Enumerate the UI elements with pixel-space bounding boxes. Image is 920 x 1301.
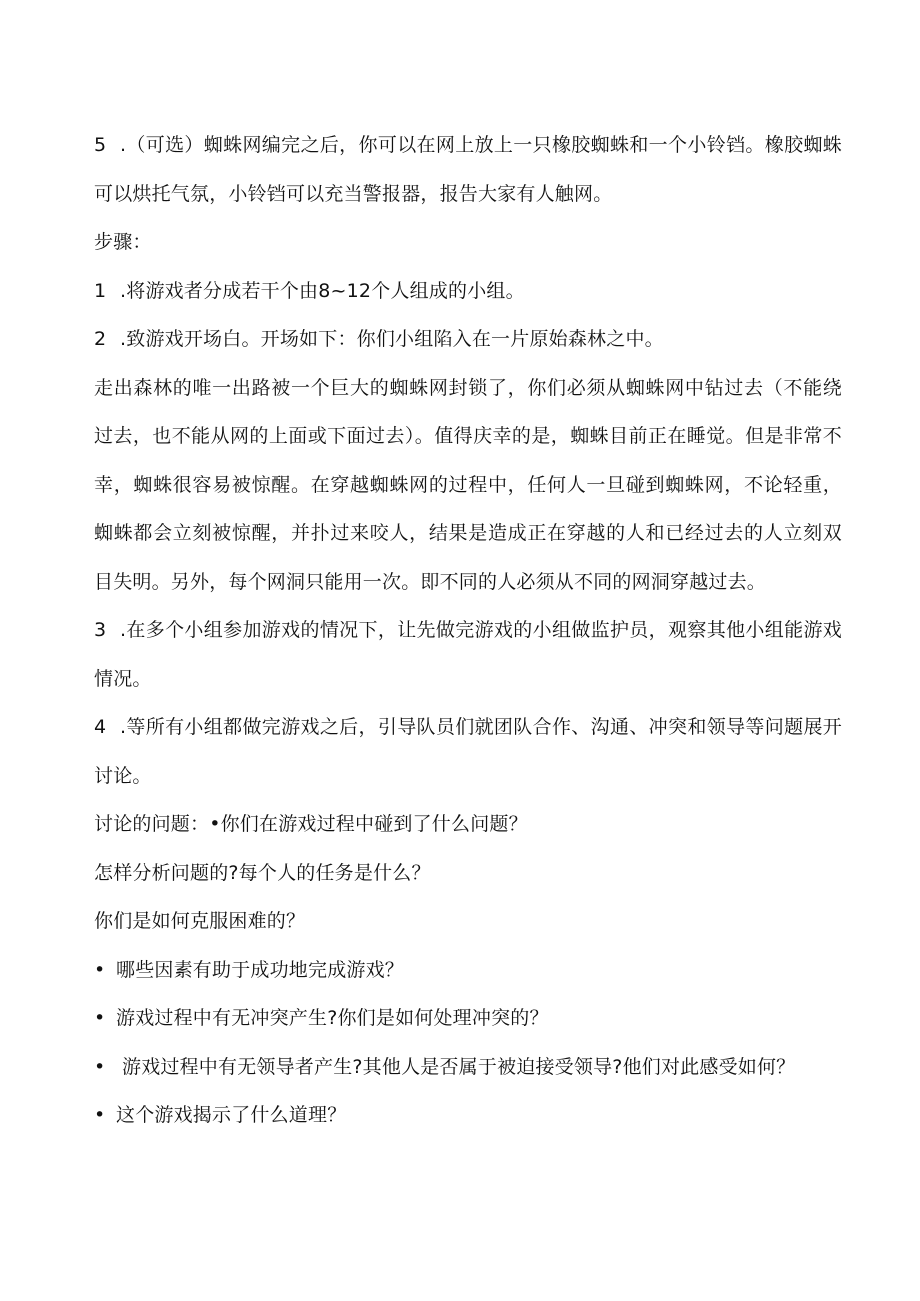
steps-heading: 步骤： — [94, 231, 152, 253]
bullet-icon: • — [94, 1104, 106, 1126]
bullet-text: 游戏过程中有无领导者产生?其他人是否属于被迫接受领导?他们对此感受如何？ — [122, 1055, 796, 1078]
step-text: .（可选）蜘蛛网编完之后，你可以在网上放上一只橡胶蜘蛛和一个小铃铛。橡胶蜘蛛可以烘托气氛，小铃铛可以充当警报器，报告大家有人触网。 — [94, 134, 842, 205]
step-5-paragraph — [94, 121, 842, 218]
step-number: 3 — [94, 619, 107, 641]
discussion-question: 怎样分析问题的?每个人的任务是什么？ — [94, 861, 431, 884]
bullet-text: 游戏过程中有无冲突产生?你们是如何处理冲突的？ — [116, 1007, 549, 1029]
step-number: 5 — [94, 134, 107, 156]
bullet-item — [94, 1043, 842, 1092]
step-text: .致游戏开场白。开场如下：你们小组陷入在一片原始森林之中。 — [120, 328, 664, 350]
document-body — [94, 121, 842, 1140]
bullet-item — [94, 946, 842, 995]
step-text: .在多个小组参加游戏的情况下，让先做完游戏的小组做监护员，观察其他小组能游戏情况。 — [94, 619, 842, 690]
bullet-text: 哪些因素有助于成功地完成游戏？ — [116, 958, 405, 981]
step-number: 4 — [94, 716, 107, 738]
bullet-icon: • — [94, 1055, 106, 1078]
step-3-paragraph — [94, 606, 842, 703]
step-2-paragraph — [94, 315, 842, 364]
step-4-paragraph — [94, 703, 842, 800]
discussion-question: 你们是如何克服困难的？ — [94, 910, 306, 932]
bullet-text: 这个游戏揭示了什么道理？ — [116, 1104, 347, 1126]
bullet-icon: • — [94, 1007, 106, 1029]
step-text: .将游戏者分成若干个由8~12个人组成的小组。 — [120, 279, 525, 302]
bullet-item — [94, 994, 842, 1043]
bullet-item — [94, 1091, 842, 1140]
step-number: 1 — [94, 279, 107, 302]
step-1-paragraph — [94, 267, 842, 316]
discussion-question-intro: 讨论的问题：•你们在游戏过程中碰到了什么问题？ — [94, 813, 528, 835]
step-text: .等所有小组都做完游戏之后，引导队员们就团队合作、沟通、冲突和领导等问题展开讨论。 — [94, 716, 842, 787]
step-number: 2 — [94, 328, 107, 350]
step-2-continuation-paragraph: 走出森林的唯一出路被一个巨大的蜘蛛网封锁了，你们必须从蜘蛛网中钻过去（不能绕过去，也不能从网的上面或下面过去）。值得庆幸的是，蜘蛛目前正在睡觉。但是非常不幸，蜘蛛很容易被惊醒。在穿越蜘蛛网的过程中，任何人一旦碰到蜘蛛网，不论轻重，蜘蛛都会立刻被惊醒，并扑过来咬人，结果是造成正在穿越的人和已经过去的人立刻双目失明。另外，每个网洞只能用一次。即不同的人必须从不同的网洞穿越过去。 — [94, 376, 842, 593]
bullet-icon: • — [94, 958, 106, 981]
